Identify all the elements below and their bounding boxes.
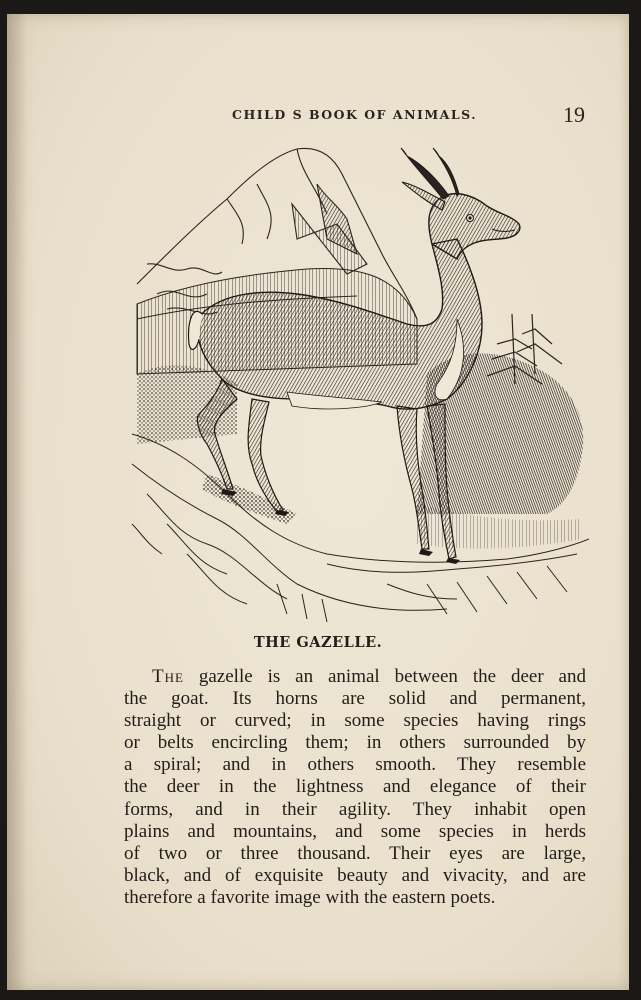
running-head: CHILD S BOOK OF ANIMALS. bbox=[232, 107, 478, 122]
text-line: or belts encircling them; in others surrounded by bbox=[124, 732, 586, 754]
text-line: the deer in the lightness and elegance of their bbox=[124, 776, 586, 798]
gazelle-engraving bbox=[127, 144, 589, 622]
text-line: forms, and in their agility. They inhabit open bbox=[124, 798, 586, 820]
book-page bbox=[7, 14, 629, 990]
text-line: therefore a favorite image with the eastern poets. bbox=[124, 886, 496, 908]
text-line: the goat. Its horns are solid and permanent, bbox=[124, 688, 586, 710]
text-line: straight or curved; in some species having rings bbox=[124, 710, 586, 732]
page-gutter-shadow bbox=[7, 14, 27, 990]
text-line: a spiral; and in others smooth. They resemble bbox=[124, 754, 586, 776]
body-paragraph bbox=[124, 666, 586, 909]
text-line: of two or three thousand. Their eyes are large, bbox=[124, 842, 586, 864]
text-line: The gazelle is an animal between the deer and bbox=[152, 666, 586, 687]
page-number: 19 bbox=[563, 102, 585, 127]
text-line: black, and of exquisite beauty and vivacity, and are bbox=[124, 864, 586, 886]
lead-word: The bbox=[152, 666, 184, 687]
text-line: plains and mountains, and some species in herds bbox=[124, 820, 586, 842]
illustration-caption: THE GAZELLE. bbox=[253, 634, 383, 651]
